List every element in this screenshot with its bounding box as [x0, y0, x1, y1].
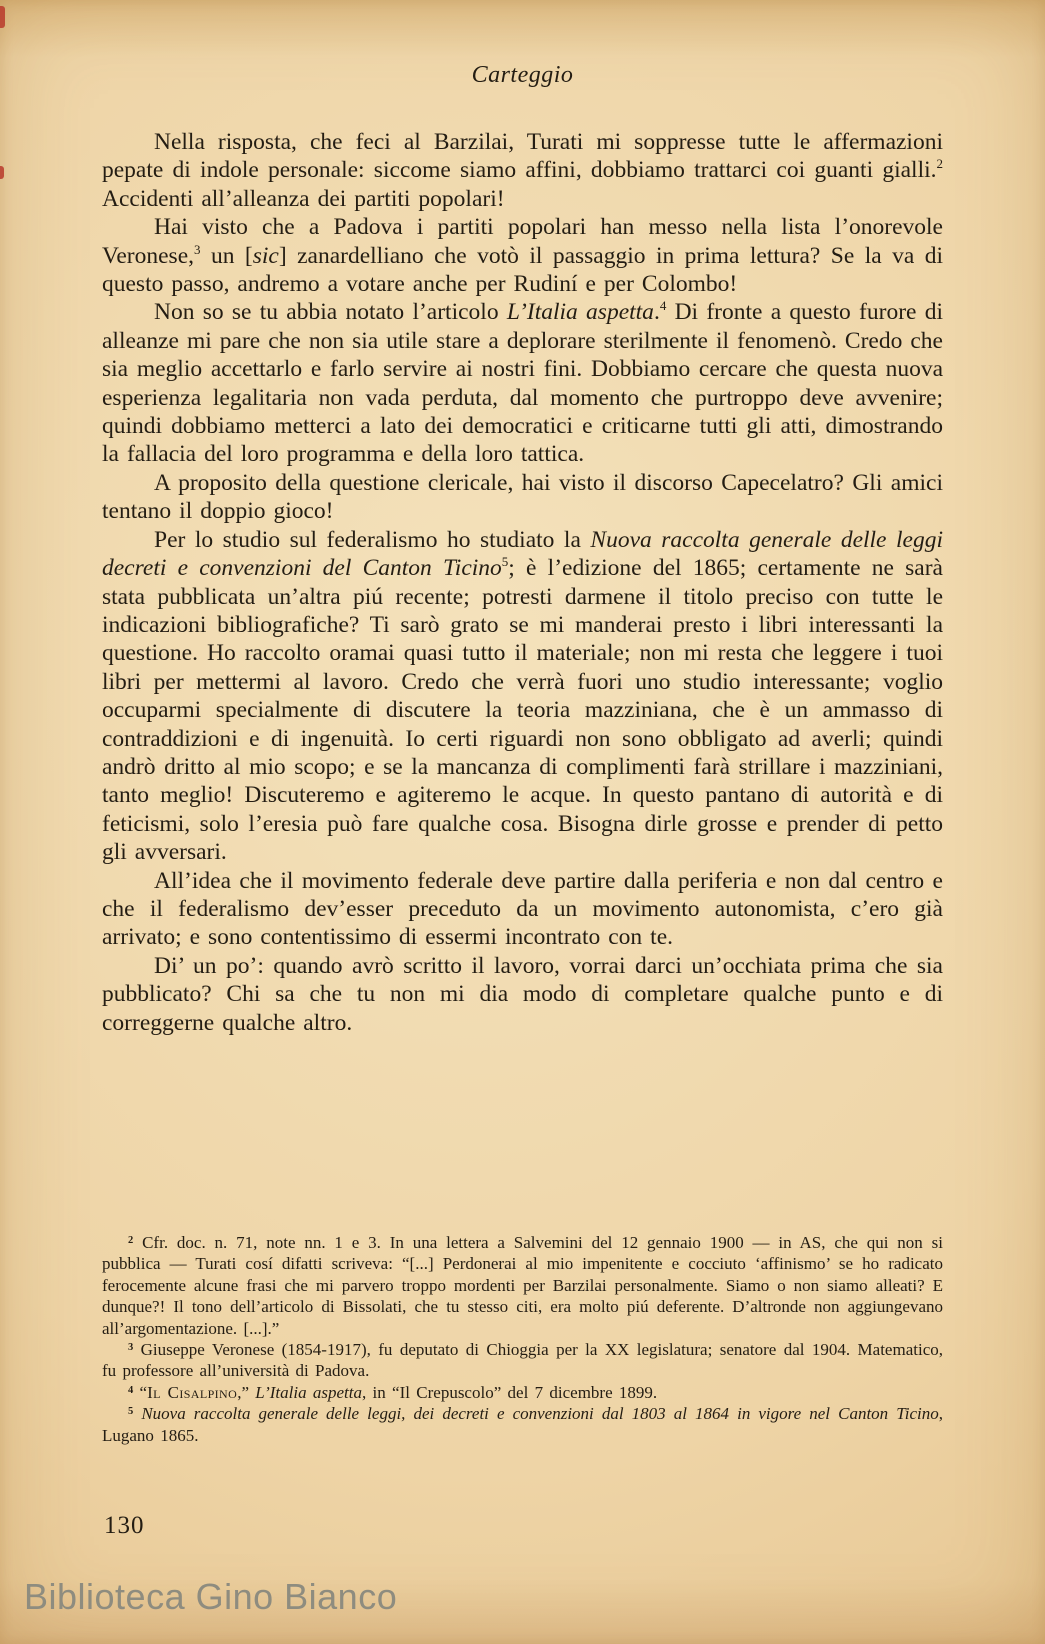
footnote-marker: 4 [659, 298, 667, 314]
footnote: $^2$ Cfr. doc. n. 71, note nn. 1 e 3. In una lettera a Salvemini del 12 gennaio 1900 — in AS, che qui non si pubblica — Turati cosí difatti scriveva: “[...] Perdonerai al mio impenitente e cocciuto ‘affinismo’ se ho radicato ferocemente alcune frasi che mi parvero troppo mordenti per Barzilai personalmente. Siamo o non siamo alleati? E dunque?! Il tono dell’articolo di Bissolati, che tu stesso citi, era molto piú deferente. D’altronde non aggiungevano all’argomentazione. [...].” [102, 1233, 943, 1338]
footnote-marker: 3 [194, 241, 201, 257]
letter-paragraph: Hai visto che a Padova i partiti popolari han messo nella lista l’onorevole Veronese,$^3$ un [sic] zanardelliano che votò il passaggio in prima lettura? Se la va di questo passo, andremo a votare anche per Rudiní e per Colombo! [102, 214, 943, 298]
page-edge-mark [0, 6, 5, 28]
footnote: $^4$ “Il Cisalpino,” L’Italia aspetta, in “Il Crepuscolo” del 7 dicembre 1899. [128, 1382, 658, 1402]
letter-paragraph: Di’ un po’: quando avrò scritto il lavoro, vorrai darci un’occhiata prima che sia pubblicato? Chi sa che tu non mi dia modo di completare qualche punto e di correggerne qualche altro. [102, 952, 943, 1036]
letter-paragraph: A proposito della questione clericale, hai visto il discorso Capecelatro? Gli amici tentano il doppio gioco! [102, 469, 943, 525]
footnote-marker: 5 [128, 1406, 134, 1418]
letter-paragraph: Nella risposta, che feci al Barzilai, Turati mi soppresse tutte le affermazioni pepate di indole personale: siccome siamo affini, dobbiamo trattarci coi guanti gialli.$^2$ Accidenti all’alleanza dei partiti popolari! [102, 129, 943, 212]
footnote-marker: 5 [501, 554, 509, 570]
footnote: $^3$ Giuseppe Veronese (1854-1917), fu deputato di Chioggia per la XX legislatura; senatore dal 1904. Matematico, fu professore all’università di Padova. [102, 1340, 943, 1381]
footnote-marker: 4 [128, 1384, 134, 1396]
footnote-marker: 3 [128, 1342, 134, 1354]
footnote: $^5$ Nuova raccolta generale delle leggi, dei decreti e convenzioni dal 1803 al 1864 in vigore nel Canton Ticino, Lugano 1865. [102, 1404, 943, 1445]
letter-paragraph: Per lo studio sul federalismo ho studiato la Nuova raccolta generale delle leggi decreti e convenzioni del Canton Ticino$^5$; è l’edizione del 1865; certamente ne sarà stata pubblicata un’altra piú recente; potresti darmene il titolo preciso con tutte le indicazioni bibliografiche? Ti sarò grato se mi manderai presto i libri interessanti la questione. Ho raccolto oramai quasi tutto il materiale; non mi resta che leggere i tuoi libri per mettermi al lavoro. Credo che verrà fuori uno studio interessante; voglio occuparmi specialmente di discutere la teoria mazziniana, che è un ammasso di contraddizioni e di ingenuità. Io certi riguardi non sono obbligato ad averli; quindi andrò dritto al mio scopo; e se la mancanza di complimenti farà strillare i mazziniani, tanto meglio! Discuteremo e agiteremo le acque. In questo pantano di autorità e di feticismi, solo l’eresia può fare qualche cosa. Bisogna dirle grosse e prender di petto gli avversari. [102, 526, 943, 866]
running-head: Carteggio [471, 62, 574, 88]
letter-body [102, 128, 943, 1037]
footnotes-block [102, 1232, 943, 1446]
footnote-marker: 2 [936, 156, 943, 172]
page-number: 130 [104, 1512, 145, 1539]
page-edge-mark [0, 166, 4, 179]
library-watermark: Biblioteca Gino Bianco [24, 1576, 398, 1617]
letter-paragraph: All’idea che il movimento federale deve partire dalla periferia e non dal centro e che il federalismo dev’esser preceduto da un movimento autonomista, c’ero già arrivato; e sono contentissimo di essermi incontrato con te. [102, 867, 943, 951]
letter-paragraph: Non so se tu abbia notato l’articolo L’Italia aspetta.$^4$ Di fronte a questo furore di alleanze mi pare che non sia utile stare a deplorare sterilmente il fenomenò. Credo che sia meglio accettarlo e farlo servire ai nostri fini. Dobbiamo cercare che questa nuova esperienza legalitaria non vada perduta, dal momento che purtroppo deve avvenire; quindi dobbiamo metterci a lato dei democratici e criticarne tutti gli atti, dimostrando la fallacia del loro programma e della loro tattica. [102, 298, 943, 468]
footnote-marker: 2 [128, 1235, 134, 1246]
